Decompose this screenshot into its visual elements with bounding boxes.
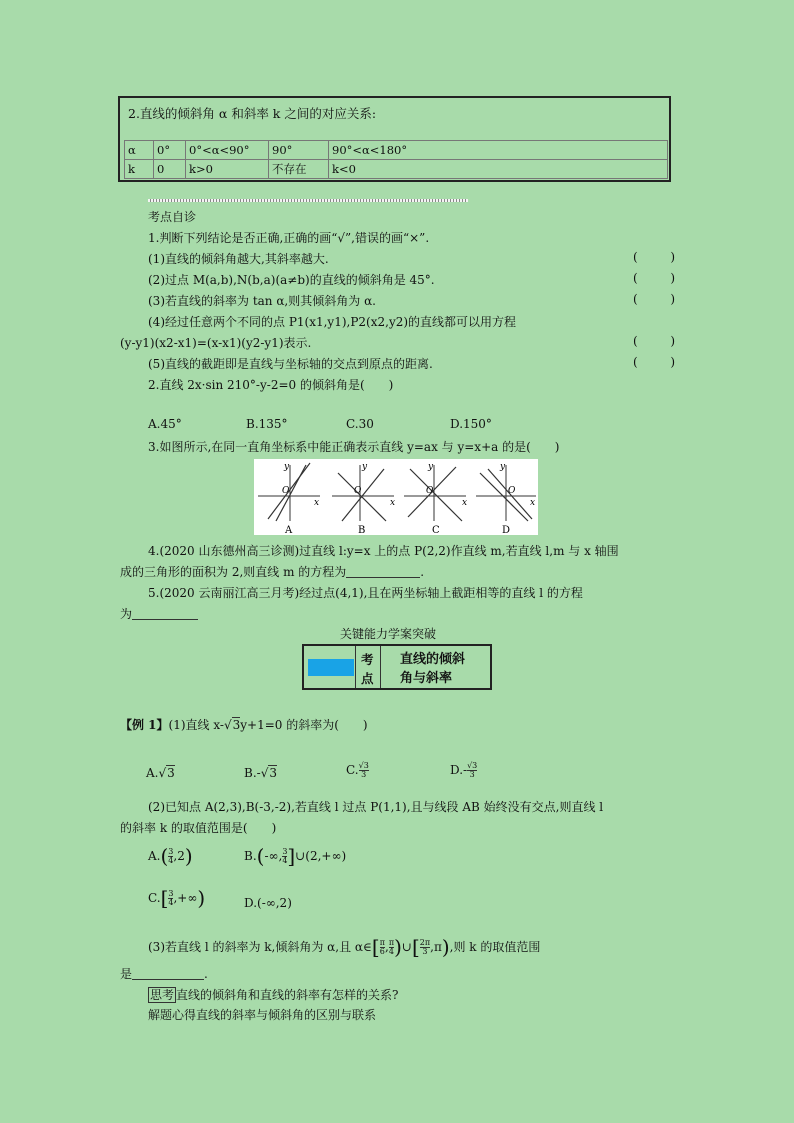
q3-graph-figure [254,459,538,535]
q3-stem: 3.如图所示,在同一直角坐标系中能正确表示直线 y=ax 与 y=x+a 的是( ) [148,440,560,454]
y-axis-label: y [500,462,506,472]
answer-paren: ( ) [633,334,675,348]
example1-q1-optD: $D.-\frac{√3}{3}$ [450,761,478,779]
graph-panel-b [332,462,395,535]
q1-item: (1)直线的倾斜角越大,其斜率越大. [148,252,329,266]
graph-label: A [285,525,293,535]
q2-option: B.135° [246,417,288,431]
table-cell: 90°<α<180° [329,141,668,160]
section-title: 直线的倾斜 角与斜率 [400,652,466,686]
example1-q1-optA: A.√3 [146,766,175,780]
selftest-title: 考点自诊 [148,210,197,224]
section-heading: 关键能力学案突破 [340,627,437,641]
y-axis-label: y [428,462,434,472]
origin-label: O [282,486,290,496]
graph-label: D [502,525,511,535]
origin-label: O [426,486,434,496]
answer-paren: ( ) [633,292,675,306]
section-kao: 考 点 [361,652,374,686]
example1-q2-optC: C.[3 4 ,+∞) [148,886,206,910]
q1-item: (5)直线的截距即是直线与坐标轴的交点到原点的距离. [148,357,433,371]
relation-heading: 2.直线的倾斜角 α 和斜率 k 之间的对应关系: [128,106,377,121]
x-axis-label: x [314,498,320,508]
x-axis-label: x [530,498,536,508]
q2-option: C.30 [346,417,374,431]
y-axis-label: y [284,462,290,472]
q2-option: D.150° [450,417,492,431]
table-row [125,160,668,179]
example1-q2-line1: (2)已知点 A(2,3),B(-3,-2),若直线 l 过点 P(1,1),且与线段 AB 始终没有交点,则直线 l [148,800,604,814]
answer-paren: ( ) [633,355,675,369]
example1-q3-line1: (3)若直线 l 的斜率为 k,倾斜角为 α,且 α∈[π 6 ,π 4 )∪[2π 3 ,π),则 k 的取值范围 [148,935,541,959]
think-label: 思考 [150,988,175,1002]
example1-q1: 【例 1】(1)直线 x-√3y+1=0 的斜率为( ) [120,718,368,732]
graph-label: C [432,525,440,535]
table-cell: 0° [154,141,186,160]
q2-stem: 2.直线 2x·sin 210°-y-2=0 的倾斜角是( ) [148,378,394,392]
graph-panel-d [476,462,536,535]
y-axis-label: y [362,462,368,472]
table-cell: 不存在 [269,160,329,179]
q1-item: (3)若直线的斜率为 tan α,则其倾斜角为 α. [148,294,376,308]
q2-option: A.45° [148,417,182,431]
section-color-block [308,659,354,676]
example1-q1-optC: $C.\frac{√3}{3}$ [346,761,369,779]
insight-line: 解题心得直线的斜率与倾斜角的区别与联系 [148,1008,377,1022]
graph-label: B [358,525,366,535]
table-row [125,141,668,160]
answer-paren: ( ) [633,250,675,264]
x-axis-label: x [390,498,396,508]
example1-q2-line2: 的斜率 k 的取值范围是( ) [120,821,277,835]
graph-panel-c [404,462,467,535]
example1-q2-optB: B.(-∞,3 4 ]∪(2,+∞) [244,844,347,868]
graph-panel-a [258,462,320,535]
example1-q2-optA: A.(3 4 ,2) [148,844,193,868]
table-cell: 0 [154,160,186,179]
table-cell: 0°<α<90° [186,141,269,160]
q1-item: (4)经过任意两个不同的点 P1(x1,y1),P2(x2,y2)的直线都可以用方程 [148,315,517,329]
q5-line2: 为 [120,605,198,622]
table-cell: α [125,141,154,160]
example1-q3-line2: 是 . [120,967,208,981]
answer-paren: ( ) [633,271,675,285]
relation-table [124,140,668,179]
q1-stem: 1.判断下列结论是否正确,正确的画“√”,错误的画“×”. [148,231,430,245]
example1-q2-optD: D.(-∞,2) [244,896,292,910]
relation-box [118,96,671,182]
table-cell: k<0 [329,160,668,179]
dashed-divider [148,199,468,202]
graph-svg [254,459,538,535]
section-badge [302,644,492,690]
q4-line2: 成的三角形的面积为 2,则直线 m 的方程为 . [120,565,425,579]
table-cell: 90° [269,141,329,160]
table-cell: k [125,160,154,179]
q5-line1: 5.(2020 云南丽江高三月考)经过点(4,1),且在两坐标轴上截距相等的直线 l 的方程 [148,586,583,600]
example-label: 【例 1】 [120,718,169,732]
origin-label: O [354,486,362,496]
example1-q1-optB: B.-√3 [244,766,277,780]
table-cell: k>0 [186,160,269,179]
q1-item: (2)过点 M(a,b),N(b,a)(a≠b)的直线的倾斜角是 45°. [148,273,435,287]
q4-line1: 4.(2020 山东德州高三诊测)过直线 l:y=x 上的点 P(2,2)作直线 m,若直线 l,m 与 x 轴围 [148,544,619,558]
think-line: 思考 直线的倾斜角和直线的斜率有怎样的关系? [150,988,399,1002]
x-axis-label: x [462,498,468,508]
q1-item: (y-y1)(x2-x1)=(x-x1)(y2-y1)表示. [120,336,312,350]
origin-label: O [508,486,516,496]
